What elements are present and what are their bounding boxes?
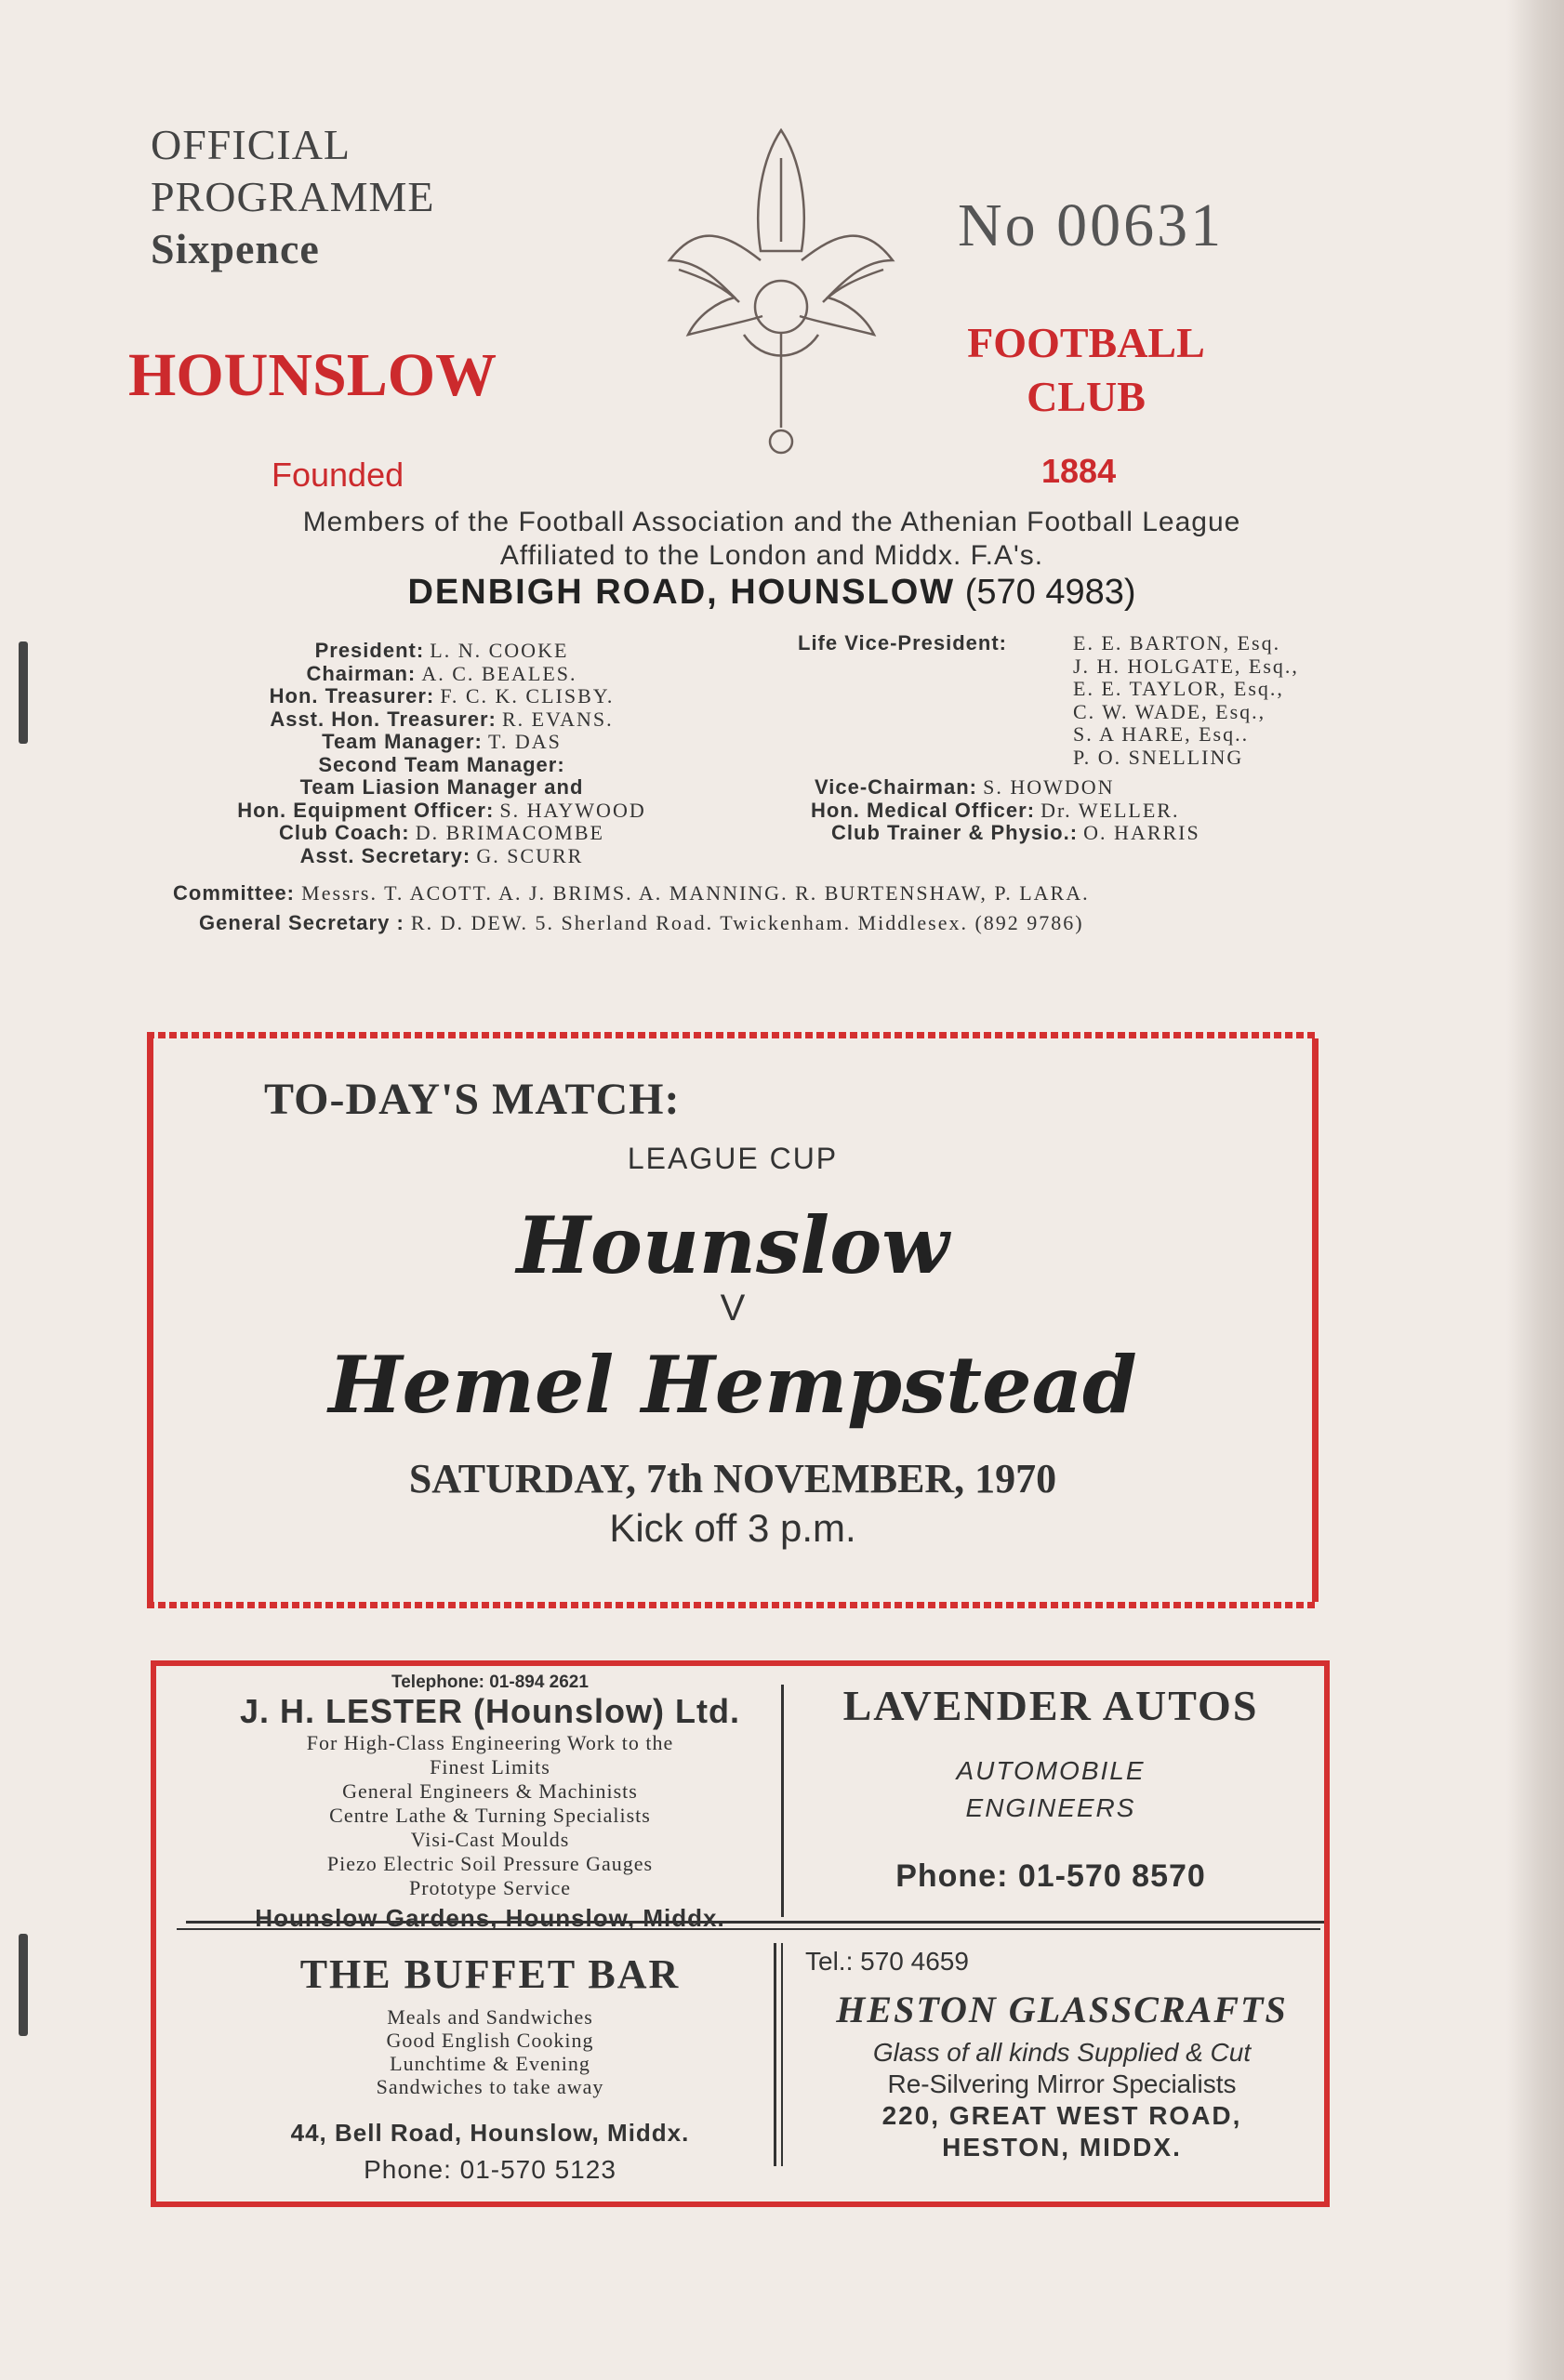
- committee-label: Committee:: [173, 881, 296, 905]
- home-team: Hounslow: [516, 1199, 949, 1291]
- club-type: [947, 316, 1226, 424]
- buffet-phone: Phone: 01-570 5123: [364, 2155, 616, 2184]
- official-row: Team Liasion Manager and: [299, 775, 584, 799]
- lavender-phone: Phone: 01-570 8570: [895, 1858, 1206, 1894]
- official-row: President: L. N. COOKE: [314, 639, 569, 662]
- buffet-address: 44, Bell Road, Hounslow, Middx.: [290, 2119, 690, 2147]
- ad-heston-glasscrafts: [802, 1947, 1322, 2163]
- match-heading: TO-DAY'S MATCH:: [264, 1075, 681, 1124]
- buffet-name: THE BUFFET BAR: [299, 1951, 681, 1997]
- lester-name: J. H. LESTER (Hounslow) Ltd.: [240, 1692, 740, 1730]
- official-row: Asst. Secretary: G. SCURR: [299, 843, 584, 867]
- affiliated-line: Affiliated to the London and Middx. F.A's.: [499, 540, 1044, 571]
- general-secretary-value: R. D. DEW. 5. Sherland Road. Twickenham. Middlesex. (892 9786): [410, 911, 1084, 934]
- life-vp-block: [798, 632, 1356, 769]
- officials-right: [798, 632, 1356, 845]
- match-date: SATURDAY, 7th NOVEMBER, 1970: [408, 1456, 1057, 1501]
- programme-text: PROGRAMME: [151, 173, 435, 220]
- lester-telephone: Telephone: 01-894 2621: [391, 1673, 589, 1692]
- life-vp-name: J. H. HOLGATE, Esq.,: [1073, 654, 1299, 678]
- club-type-line2: CLUB: [1027, 373, 1146, 420]
- ad-lavender-autos: [790, 1681, 1311, 1895]
- lavender-name: LAVENDER AUTOS: [842, 1682, 1259, 1729]
- official-row: Chairman: A. C. BEALES.: [306, 661, 577, 685]
- ad-buffet-bar: [206, 1950, 774, 2185]
- ad-divider-bottom: [774, 1943, 776, 2166]
- official-row: Asst. Hon. Treasurer: R. EVANS.: [270, 707, 614, 731]
- membership-info: [149, 506, 1395, 573]
- heston-line1: Glass of all kinds Supplied & Cut: [872, 2038, 1252, 2067]
- club-type-line1: FOOTBALL: [967, 319, 1205, 366]
- heston-line2: Re-Silvering Mirror Specialists: [887, 2069, 1237, 2098]
- lester-address: Hounslow Gardens, Hounslow, Middx.: [255, 1904, 725, 1932]
- committee-value: Messrs. T. ACOTT. A. J. BRIMS. A. MANNING. R. BURTENSHAW, P. LARA.: [301, 881, 1090, 905]
- lester-services: For High-Class Engineering Work to the Finest Limits General Engineers & Machinists Centre Lathe & Turning Specialists Visi-Cast Moulds Piezo Electric Soil Pressure Gauges Prototype Service: [306, 1731, 674, 1899]
- life-vp-name: C. W. WADE, Esq.,: [1073, 699, 1266, 723]
- ad-lester: [206, 1673, 774, 1933]
- programme-label: [151, 119, 435, 275]
- staple-bottom: [19, 1934, 28, 2036]
- life-vp-name: E. E. TAYLOR, Esq.,: [1073, 677, 1284, 700]
- heston-address1: 220, GREAT WEST ROAD,: [881, 2101, 1242, 2130]
- ground-name: DENBIGH ROAD, HOUNSLOW: [407, 573, 956, 612]
- founded-year: 1884: [1041, 452, 1117, 490]
- ground-phone: (570 4983): [964, 573, 1136, 612]
- heston-telephone: Tel.: 570 4659: [805, 1947, 969, 1976]
- life-vp-name: E. E. BARTON, Esq.: [1073, 631, 1281, 654]
- lavender-description: AUTOMOBILE ENGINEERS: [956, 1756, 1146, 1822]
- official-text: OFFICIAL: [151, 121, 351, 168]
- official-row: Team Manager: T. DAS: [322, 730, 562, 753]
- page-edge: [1506, 0, 1564, 2380]
- away-team: Hemel Hempstead: [328, 1339, 1137, 1431]
- official-row: Hon. Medical Officer: Dr. WELLER.: [811, 798, 1180, 822]
- versus: V: [720, 1288, 746, 1329]
- life-vp-name: P. O. SNELLING: [1073, 745, 1244, 769]
- official-row: Hon. Equipment Officer: S. HAYWOOD: [237, 798, 646, 822]
- buffet-description: Meals and Sandwiches Good English Cooking Lunchtime & Evening Sandwiches to take away: [376, 2005, 604, 2098]
- founded-label: Founded: [272, 456, 404, 494]
- price-text: Sixpence: [151, 225, 320, 272]
- official-row: Hon. Treasurer: F. C. K. CLISBY.: [269, 684, 615, 707]
- general-secretary-line: [199, 911, 1084, 935]
- club-name: HOUNSLOW: [128, 341, 497, 409]
- official-row: Second Team Manager:: [318, 752, 565, 776]
- officials-left: [139, 640, 744, 867]
- official-row: Club Coach: D. BRIMACOMBE: [279, 821, 604, 844]
- ground-address: [149, 573, 1395, 613]
- general-secretary-label: General Secretary :: [199, 911, 404, 934]
- competition: LEAGUE CUP: [627, 1142, 839, 1175]
- club-crest-icon: [642, 121, 921, 474]
- ad-divider-bottom-2: [781, 1943, 783, 2166]
- life-vp-list: [1073, 632, 1299, 769]
- heston-address2: HESTON, MIDDX.: [942, 2133, 1182, 2162]
- life-vp-name: S. A HARE, Esq..: [1073, 722, 1250, 746]
- committee-line: [173, 881, 1090, 906]
- ad-divider-top: [781, 1685, 784, 1917]
- life-vp-label: Life Vice-President:: [798, 631, 1007, 654]
- official-row: Vice-Chairman: S. HOWDON: [815, 775, 1115, 799]
- serial-number: No 00631: [958, 192, 1225, 259]
- members-line: Members of the Football Association and the Athenian Football League: [302, 507, 1241, 537]
- official-row: Club Trainer & Physio.: O. HARRIS: [831, 821, 1200, 844]
- staple-top: [19, 641, 28, 744]
- kickoff-time: Kick off 3 p.m.: [609, 1506, 856, 1550]
- heston-name: HESTON GLASSCRAFTS: [836, 1989, 1288, 2030]
